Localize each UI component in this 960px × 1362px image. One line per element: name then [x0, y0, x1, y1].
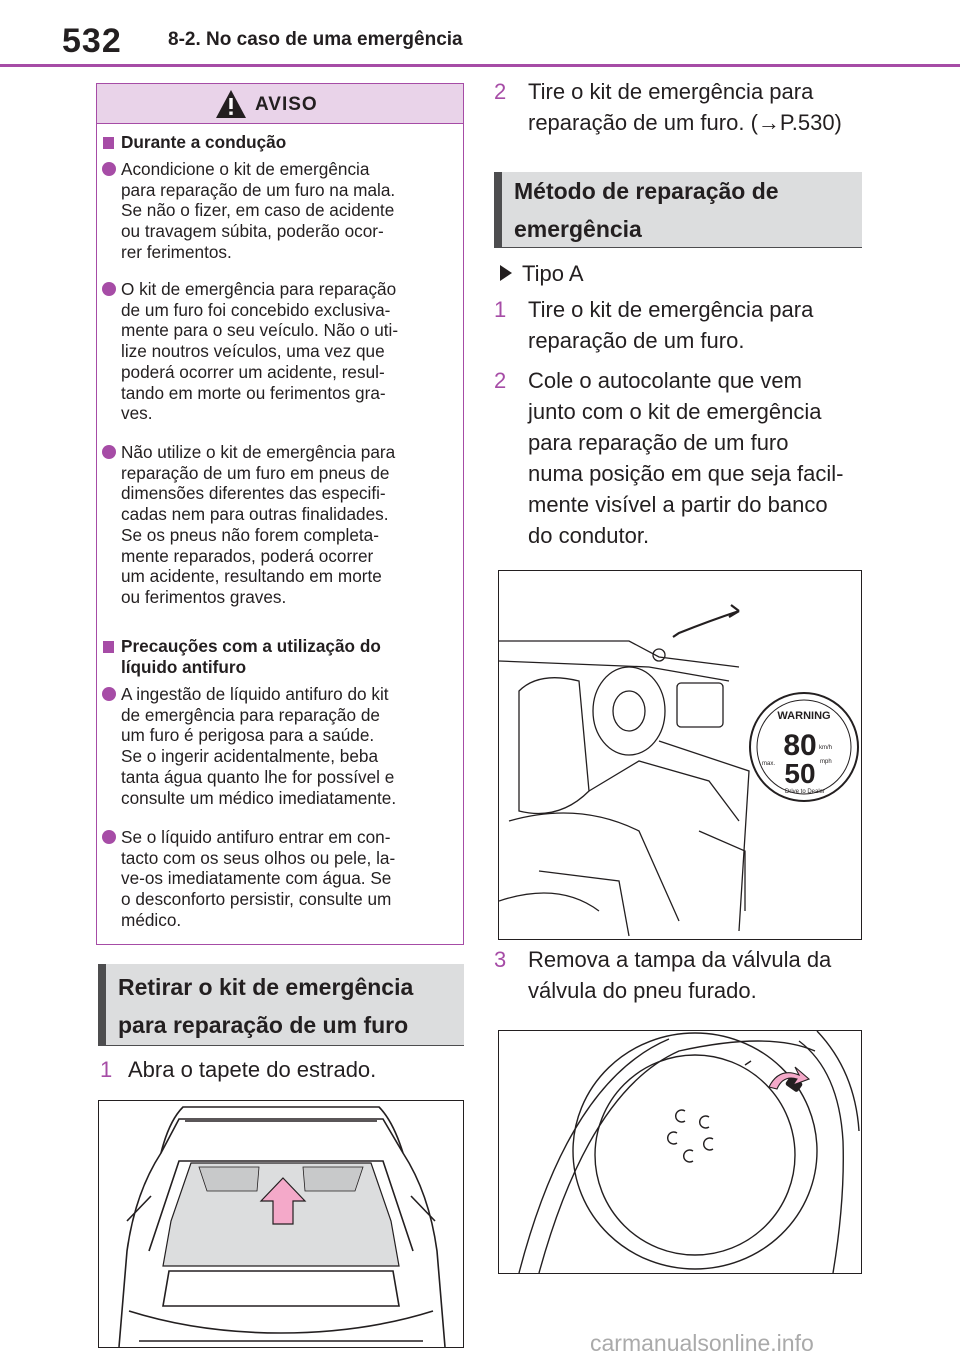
type-label: Tipo A: [522, 261, 584, 286]
page-number: 532: [62, 22, 122, 60]
bullet-icon: [102, 282, 116, 296]
bullet-icon: [102, 687, 116, 701]
valve-cap-illustration: [498, 1030, 862, 1274]
warning-item: Não utilize o kit de emergência para reparação de um furo em pneus de dimensões diferentes das especifi- cadas nem para outras finalidades. Se os pneus não forem completa- mente reparados, poderá ocorrer um acidente, resultando em morte ou ferimentos graves.: [121, 442, 396, 607]
warning-header: [97, 84, 463, 124]
sticker-max: max.: [762, 761, 776, 767]
sticker-warning-text: WARNING: [777, 710, 831, 722]
step-text: Tire o kit de emergência para reparação de um furo. (→P.530): [528, 79, 842, 135]
bullet-icon: [102, 162, 116, 176]
watermark: carmanualsonline.info: [590, 1330, 814, 1356]
step-2-attach-sticker: 2: [494, 368, 507, 393]
warning-item: Acondicione o kit de emergência para reparação de um furo na mala. Se não o fizer, em caso de acidente ou travagem súbita, poderão ocor- rer ferimentos.: [121, 159, 396, 262]
cabin-image: [499, 571, 861, 939]
section-heading-remove-kit: [98, 964, 464, 1046]
step-text: Remova a tampa da válvula da válvula do pneu furado.: [528, 947, 832, 1003]
sticker-speed-mph: 50: [784, 758, 816, 789]
trunk-illustration: [98, 1100, 464, 1348]
heading-text: Retirar o kit de emergência para reparação de um furo: [118, 974, 414, 1038]
step-text: Tire o kit de emergência para reparação de um furo.: [528, 297, 814, 353]
warning-triangle-icon: [215, 89, 247, 119]
triangle-bullet-icon: [499, 264, 513, 282]
section-title: 8-2. No caso de uma emergência: [168, 29, 463, 50]
warning-subtitle: Precauções com a utilização do líquido antifuro: [121, 636, 381, 677]
warning-item: A ingestão de líquido antifuro do kit de emergência para reparação de um furo é perigosa para a saúde. Se o ingerir acidentalmente, beba tanta água quanto lhe for possível e consulte um médico imediatamente.: [121, 684, 397, 808]
warning-title: AVISO: [255, 94, 318, 115]
sticker-unit-kmh: km/h: [819, 745, 833, 751]
step-text: Cole o autocolante que vem junto com o kit de emergência para reparação de um furo numa posição em que seja facil- mente visível a partir do banco do condutor.: [528, 368, 844, 548]
warning-box: [96, 83, 464, 945]
step-3-remove-cap: 3: [494, 947, 507, 972]
cabin-sticker-illustration: [498, 570, 862, 940]
section-heading-repair-method: [494, 172, 862, 248]
section-bullet-icon: [103, 137, 114, 149]
step-2-take-kit: 2: [494, 79, 507, 104]
sticker-speed-kmh: 80: [783, 729, 817, 762]
section-bullet-icon: [103, 641, 114, 653]
header-rule: [0, 64, 960, 67]
warning-subtitle: Durante a condução: [121, 132, 287, 152]
step-text: Abra o tapete do estrado.: [128, 1057, 377, 1082]
bullet-icon: [102, 830, 116, 844]
heading-text: Método de reparação de emergência: [514, 178, 779, 242]
bullet-icon: [102, 445, 116, 459]
warning-sticker: [750, 693, 858, 801]
car-rear-trunk-image: [99, 1101, 463, 1347]
sticker-unit-mph: mph: [820, 759, 832, 765]
step-1-remove: 1: [100, 1057, 113, 1082]
wheel-image: [499, 1031, 861, 1273]
warning-item: Se o líquido antifuro entrar em con- tacto com os seus olhos ou pele, la- ve-os imediatamente com água. Se o desconforto persistir, consulte um médico.: [121, 827, 396, 930]
warning-item: O kit de emergência para reparação de um furo foi concebido exclusiva- mente para o seu veículo. Não o uti- lize noutros veículos, uma vez que poderá ocorrer um acidente, resul- tando em morte ou ferimentos gra- ves.: [121, 279, 399, 424]
step-1-take-kit: 1: [494, 297, 507, 322]
sticker-footer: Drive to Dealer: [784, 789, 826, 795]
